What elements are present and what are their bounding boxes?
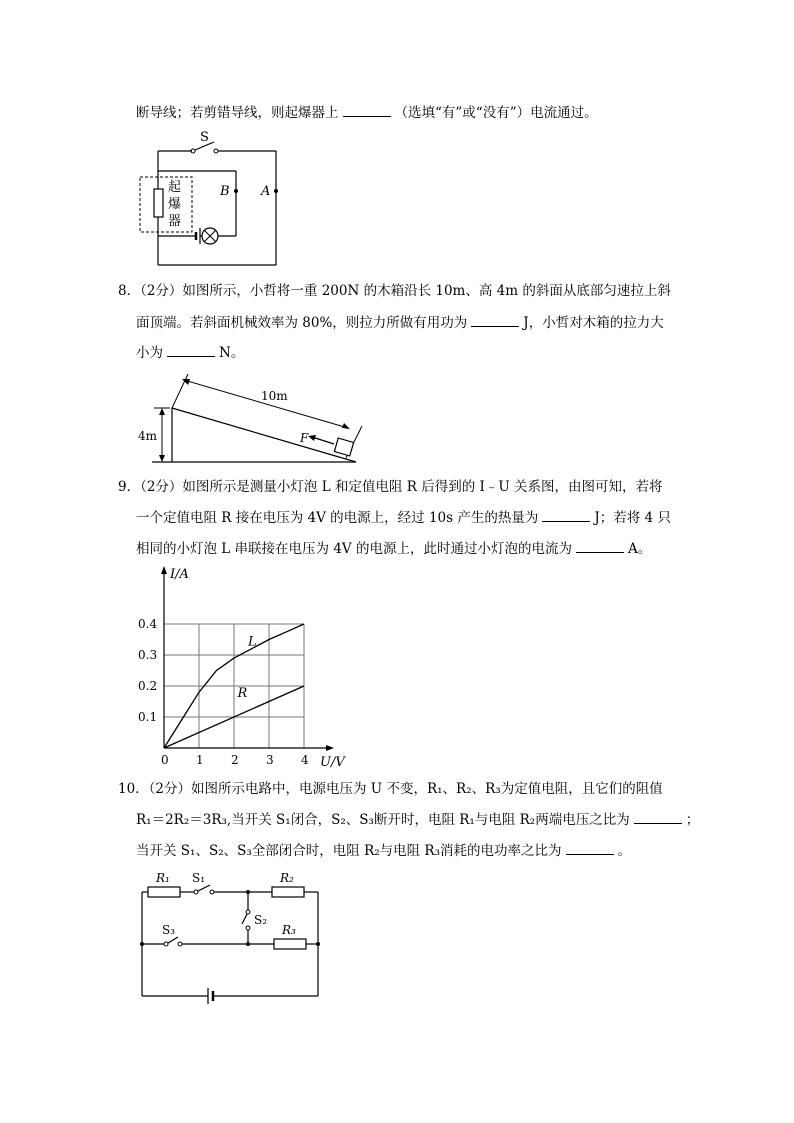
q8-text-3b: N。 xyxy=(219,345,245,361)
q8-text-line1: 8．（2分）如图所示，小哲将一重 200N 的木箱沿长 10m、高 4m 的斜面从底部匀速拉上斜 xyxy=(118,283,671,299)
q8-blank-1[interactable] xyxy=(471,314,519,327)
q9-text-line1: 9．（2分）如图所示是测量小灯泡 L 和定值电阻 R 后得到的 I﹣U 关系图，由图可知，若将 xyxy=(118,479,663,495)
r1-resistor xyxy=(148,887,180,897)
q10-text-3a: 当开关 S₁、S₂、S₃全部闭合时，电阻 R₂与电阻 R₃消耗的电功率之比为 xyxy=(136,843,562,859)
q9-text-2b: J；若将 4 只 xyxy=(594,510,671,526)
q10-text-2b: ； xyxy=(685,812,700,828)
q9-blank-2[interactable] xyxy=(576,540,624,553)
s3-switch xyxy=(168,937,178,943)
q7-text-line1 xyxy=(136,104,598,122)
q9-iu-chart xyxy=(130,560,350,770)
r1-label: R₁ xyxy=(156,871,170,885)
r3-resistor xyxy=(274,939,306,949)
q8-text-2b: J，小哲对木箱的拉力大 xyxy=(523,315,664,331)
detonator-char-1: 起 xyxy=(168,180,182,195)
q9-text-line2 xyxy=(136,509,671,527)
q8-text-line3 xyxy=(136,344,244,362)
q8-text-2a: 面顶端。若斜面机械效率为 80%，则拉力所做有用功为 xyxy=(136,315,468,331)
wooden-box xyxy=(334,438,353,456)
q10-text-line3 xyxy=(136,842,631,860)
q9-text-line3 xyxy=(136,540,651,558)
switch-contact-right xyxy=(214,149,218,153)
q10-blank-2[interactable] xyxy=(566,842,614,855)
q7-text-b: （选填“有”或“没有”）电流通过。 xyxy=(394,105,598,121)
height-label: 4m xyxy=(138,429,158,443)
q10-text-line1: 10．（2分）如图所示电路中，电源电压为 U 不变，R₁、R₂、R₃为定值电阻，且它们的阻值 xyxy=(118,781,663,797)
y-tick-label: 0.4 xyxy=(138,617,158,631)
q7-blank[interactable] xyxy=(343,104,391,117)
r3-label: R₃ xyxy=(282,923,296,937)
point-b-dot xyxy=(234,189,238,193)
detonator-char-3: 器 xyxy=(168,214,182,229)
s2-switch xyxy=(242,914,247,924)
x-tick-label: 3 xyxy=(266,753,274,767)
detonator-resistor xyxy=(154,189,163,217)
q10-text-3b: 。 xyxy=(617,843,632,859)
x-tick-label: 1 xyxy=(196,753,204,767)
series-R-label: R xyxy=(237,685,248,701)
y-axis-label: I/A xyxy=(170,567,189,582)
q8-text-line2 xyxy=(136,314,664,332)
y-tick-label: 0.3 xyxy=(138,648,158,662)
q7-circuit-diagram xyxy=(130,125,290,275)
q9-text-2a: 一个定值电阻 R 接在电压为 4V 的电源上，经过 10s 产生的热量为 xyxy=(136,510,539,526)
q7-text-a: 断导线；若剪错导线，则起爆器上 xyxy=(136,105,339,121)
q10-blank-1[interactable] xyxy=(634,811,682,824)
point-a-dot xyxy=(274,189,278,193)
detonator-box xyxy=(140,177,192,232)
length-label: 10m xyxy=(261,389,288,403)
r2-resistor xyxy=(272,887,304,897)
x-tick-label: 0 xyxy=(161,753,169,767)
point-a-label: A xyxy=(261,184,271,199)
q9-blank-1[interactable] xyxy=(542,509,590,522)
q8-blank-2[interactable] xyxy=(167,344,215,357)
s2-label: S₂ xyxy=(254,913,268,927)
q10-circuit-diagram xyxy=(136,866,336,1006)
series-L-label: L xyxy=(248,634,257,650)
q9-text-3b: A。 xyxy=(627,541,652,557)
q8-text-3a: 小为 xyxy=(136,345,163,361)
q10-text-line2 xyxy=(136,811,699,829)
point-b-label: B xyxy=(220,184,230,199)
q9-text-3a: 相同的小灯泡 L 串联接在电压为 4V 的电源上，此时通过小灯泡的电流为 xyxy=(136,541,572,557)
r2-label: R₂ xyxy=(280,871,294,885)
q10-text-2a: R₁＝2R₂＝3R₃,当开关 S₁闭合，S₂、S₃断开时，电阻 R₁与电阻 R₂两端电压之比为 xyxy=(136,812,630,828)
y-tick-label: 0.2 xyxy=(138,679,158,693)
q8-incline-diagram xyxy=(136,370,376,470)
s1-label: S₁ xyxy=(192,871,206,885)
detonator-char-2: 爆 xyxy=(168,197,182,212)
x-tick-label: 4 xyxy=(301,753,309,767)
s1-switch xyxy=(198,885,210,891)
force-label: F xyxy=(300,431,309,445)
switch-label: S xyxy=(200,130,209,145)
y-tick-label: 0.1 xyxy=(138,710,158,724)
x-tick-label: 2 xyxy=(231,753,239,767)
s3-label: S₃ xyxy=(162,923,176,937)
x-axis-label: U/V xyxy=(320,755,345,770)
